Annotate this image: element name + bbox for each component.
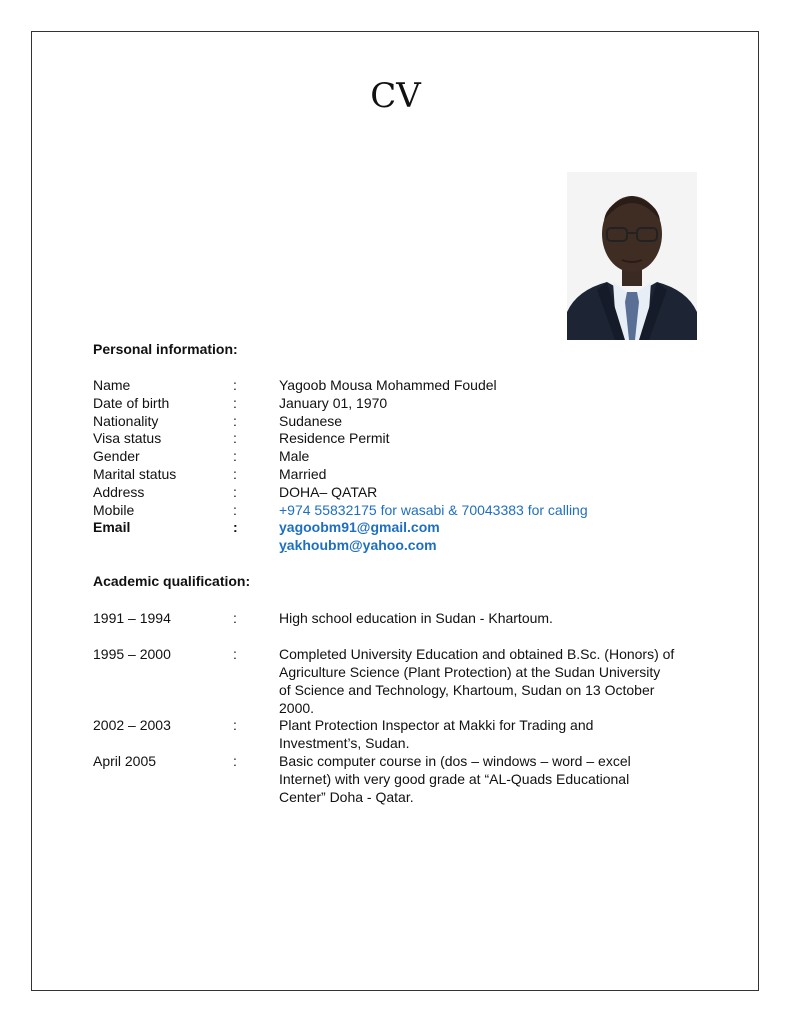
name-colon: : bbox=[233, 377, 237, 393]
qualification-description: High school education in Sudan - Khartoum. bbox=[279, 610, 553, 626]
gender-colon: : bbox=[233, 448, 237, 464]
personal-information-heading: Personal information: bbox=[93, 341, 238, 357]
mobile-colon: : bbox=[233, 502, 237, 518]
email-secondary-rest: akhoubm@yahoo.com bbox=[286, 537, 437, 553]
mobile-label: Mobile bbox=[93, 502, 135, 518]
qualification-period: 2002 – 2003 bbox=[93, 717, 171, 733]
email-label: Email bbox=[93, 519, 131, 535]
qualification-colon: : bbox=[233, 753, 237, 769]
qualification-description: Basic computer course in (dos – windows – word – excel Internet) with very good grade at “AL-Quads Educational Center” Doha - Qatar. bbox=[279, 753, 631, 805]
marital-value: Married bbox=[279, 466, 327, 482]
visa-colon: : bbox=[233, 430, 237, 446]
qualification-period: 1995 – 2000 bbox=[93, 646, 171, 662]
nationality-value: Sudanese bbox=[279, 413, 343, 429]
portrait-photo-icon bbox=[567, 172, 697, 340]
portrait-photo bbox=[567, 172, 697, 340]
qualification-colon: : bbox=[233, 717, 237, 733]
nationality-label: Nationality bbox=[93, 413, 159, 429]
dob-value: January 01, 1970 bbox=[279, 395, 388, 411]
mobile-value: +974 55832175 for wasabi & 70043383 for calling bbox=[279, 502, 588, 518]
marital-colon: : bbox=[233, 466, 237, 482]
gender-value: Male bbox=[279, 448, 310, 464]
qualification-colon: : bbox=[233, 610, 237, 626]
address-label: Address bbox=[93, 484, 145, 500]
email-primary-link[interactable]: yagoobm91@gmail.com bbox=[279, 519, 440, 535]
email-colon: : bbox=[233, 519, 238, 535]
email-values bbox=[279, 518, 679, 554]
qualification-period: 1991 – 1994 bbox=[93, 610, 171, 626]
visa-value: Residence Permit bbox=[279, 430, 390, 446]
marital-label: Marital status bbox=[93, 466, 177, 482]
document-title: CV bbox=[370, 76, 421, 116]
email-secondary-first-letter: y bbox=[279, 537, 287, 553]
qualification-period: April 2005 bbox=[93, 753, 157, 769]
address-value: DOHA– QATAR bbox=[279, 484, 378, 500]
name-value: Yagoob Mousa Mohammed Foudel bbox=[279, 377, 497, 393]
dob-colon: : bbox=[233, 395, 237, 411]
name-label: Name bbox=[93, 377, 131, 393]
address-colon: : bbox=[233, 484, 237, 500]
qualification-description: Plant Protection Inspector at Makki for Trading and Investment’s, Sudan. bbox=[279, 717, 594, 751]
academic-qualification-heading: Academic qualification: bbox=[93, 573, 251, 589]
qualification-colon: : bbox=[233, 646, 237, 662]
email-secondary-link[interactable] bbox=[279, 536, 679, 554]
dob-label: Date of birth bbox=[93, 395, 170, 411]
qualification-description: Completed University Education and obtained B.Sc. (Honors) of Agriculture Science (Plant Protection) at the Sudan University of Science and Technology, Khartoum, Sudan on 13 October 2000. bbox=[279, 646, 675, 716]
visa-label: Visa status bbox=[93, 430, 162, 446]
gender-label: Gender bbox=[93, 448, 140, 464]
nationality-colon: : bbox=[233, 413, 237, 429]
